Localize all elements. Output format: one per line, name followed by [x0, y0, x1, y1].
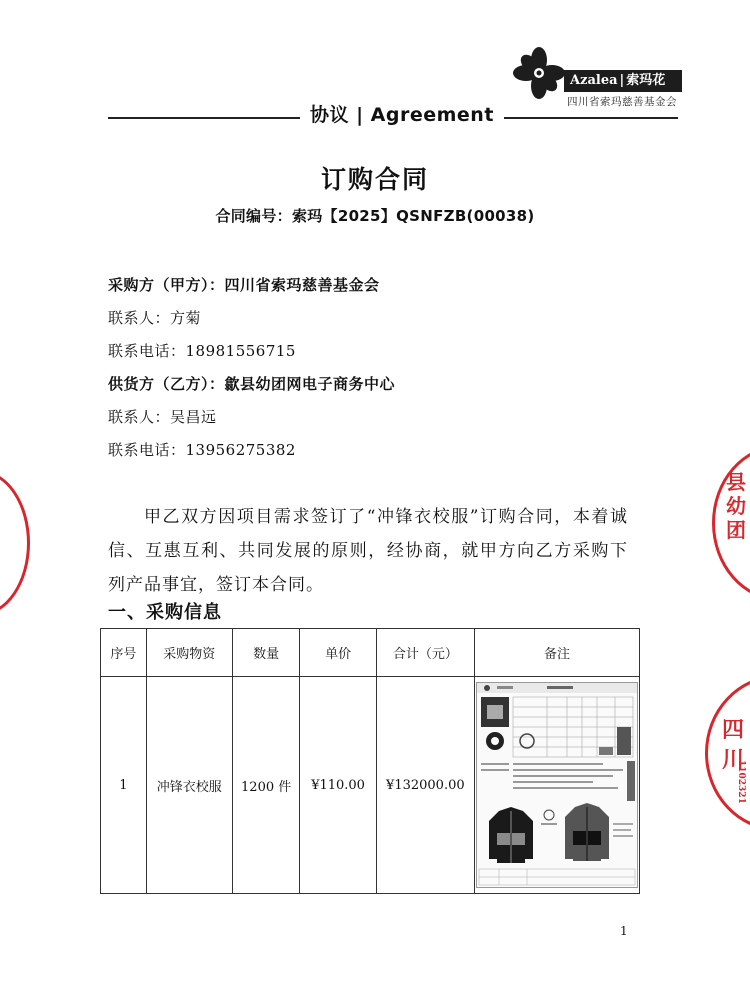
purchase-table [100, 628, 640, 894]
logo-brand-en: Azalea [570, 73, 618, 88]
section-title-purchase: 一、采购信息 [108, 602, 222, 623]
supplier-contact: 联系人：吴昌远 [108, 408, 217, 426]
col-header-unit-price: 单价 [300, 629, 376, 677]
supplier-line: 供货方（乙方）：歙县幼团网电子商务中心 [108, 375, 396, 393]
cell-total: ¥132000.00 [376, 677, 474, 894]
col-header-remarks: 备注 [475, 629, 640, 677]
right-seal-bottom-text: 四川 [722, 717, 745, 773]
logo-divider: | [619, 73, 625, 88]
intro-paragraph: 甲乙双方因项目需求签订了“冲锋衣校服”订购合同，本着诚信、互惠互利、共同发展的原则，经协商，就甲方向乙方采购下列产品事宜，签订本合同。 [108, 507, 628, 595]
cell-remarks [475, 677, 640, 894]
product-spec-sheet-image [476, 682, 638, 888]
col-header-item: 采购物资 [146, 629, 232, 677]
cell-unit-price: ¥110.00 [300, 677, 376, 894]
contract-number: 合同编号：索玛【2025】QSNFZB(00038) [215, 207, 535, 225]
azalea-flower-logo-icon [512, 46, 566, 100]
buyer-phone: 联系电话：18981556715 [108, 342, 296, 360]
cell-item: 冲锋衣校服 [146, 677, 232, 894]
cell-quantity: 1200 件 [232, 677, 300, 894]
buyer-contact: 联系人：方菊 [108, 309, 202, 327]
col-header-quantity: 数量 [232, 629, 300, 677]
page-number: 1 [620, 924, 628, 938]
col-header-total: 合计（元） [376, 629, 474, 677]
logo-brand-cn: 索玛花 [626, 73, 666, 88]
table-header-row [101, 629, 640, 677]
cell-index: 1 [101, 677, 147, 894]
right-seal-bottom-digits: 1102321 [736, 760, 746, 804]
left-seal-fragment [0, 470, 30, 616]
supplier-phone: 联系电话：13956275382 [108, 441, 296, 459]
buyer-line: 采购方（甲方）：四川省索玛慈善基金会 [108, 276, 380, 294]
header-section-label: 协议 | Agreement [300, 100, 504, 127]
col-header-index: 序号 [101, 629, 147, 677]
right-seal-top-text: 县幼团 [726, 470, 746, 542]
logo-org-name: 四川省索玛慈善基金会 [567, 96, 677, 108]
table-row [101, 677, 640, 894]
document-title: 订购合同 [320, 165, 429, 194]
logo-brand-band [564, 70, 682, 92]
spec-sheet-drawing [477, 683, 637, 887]
